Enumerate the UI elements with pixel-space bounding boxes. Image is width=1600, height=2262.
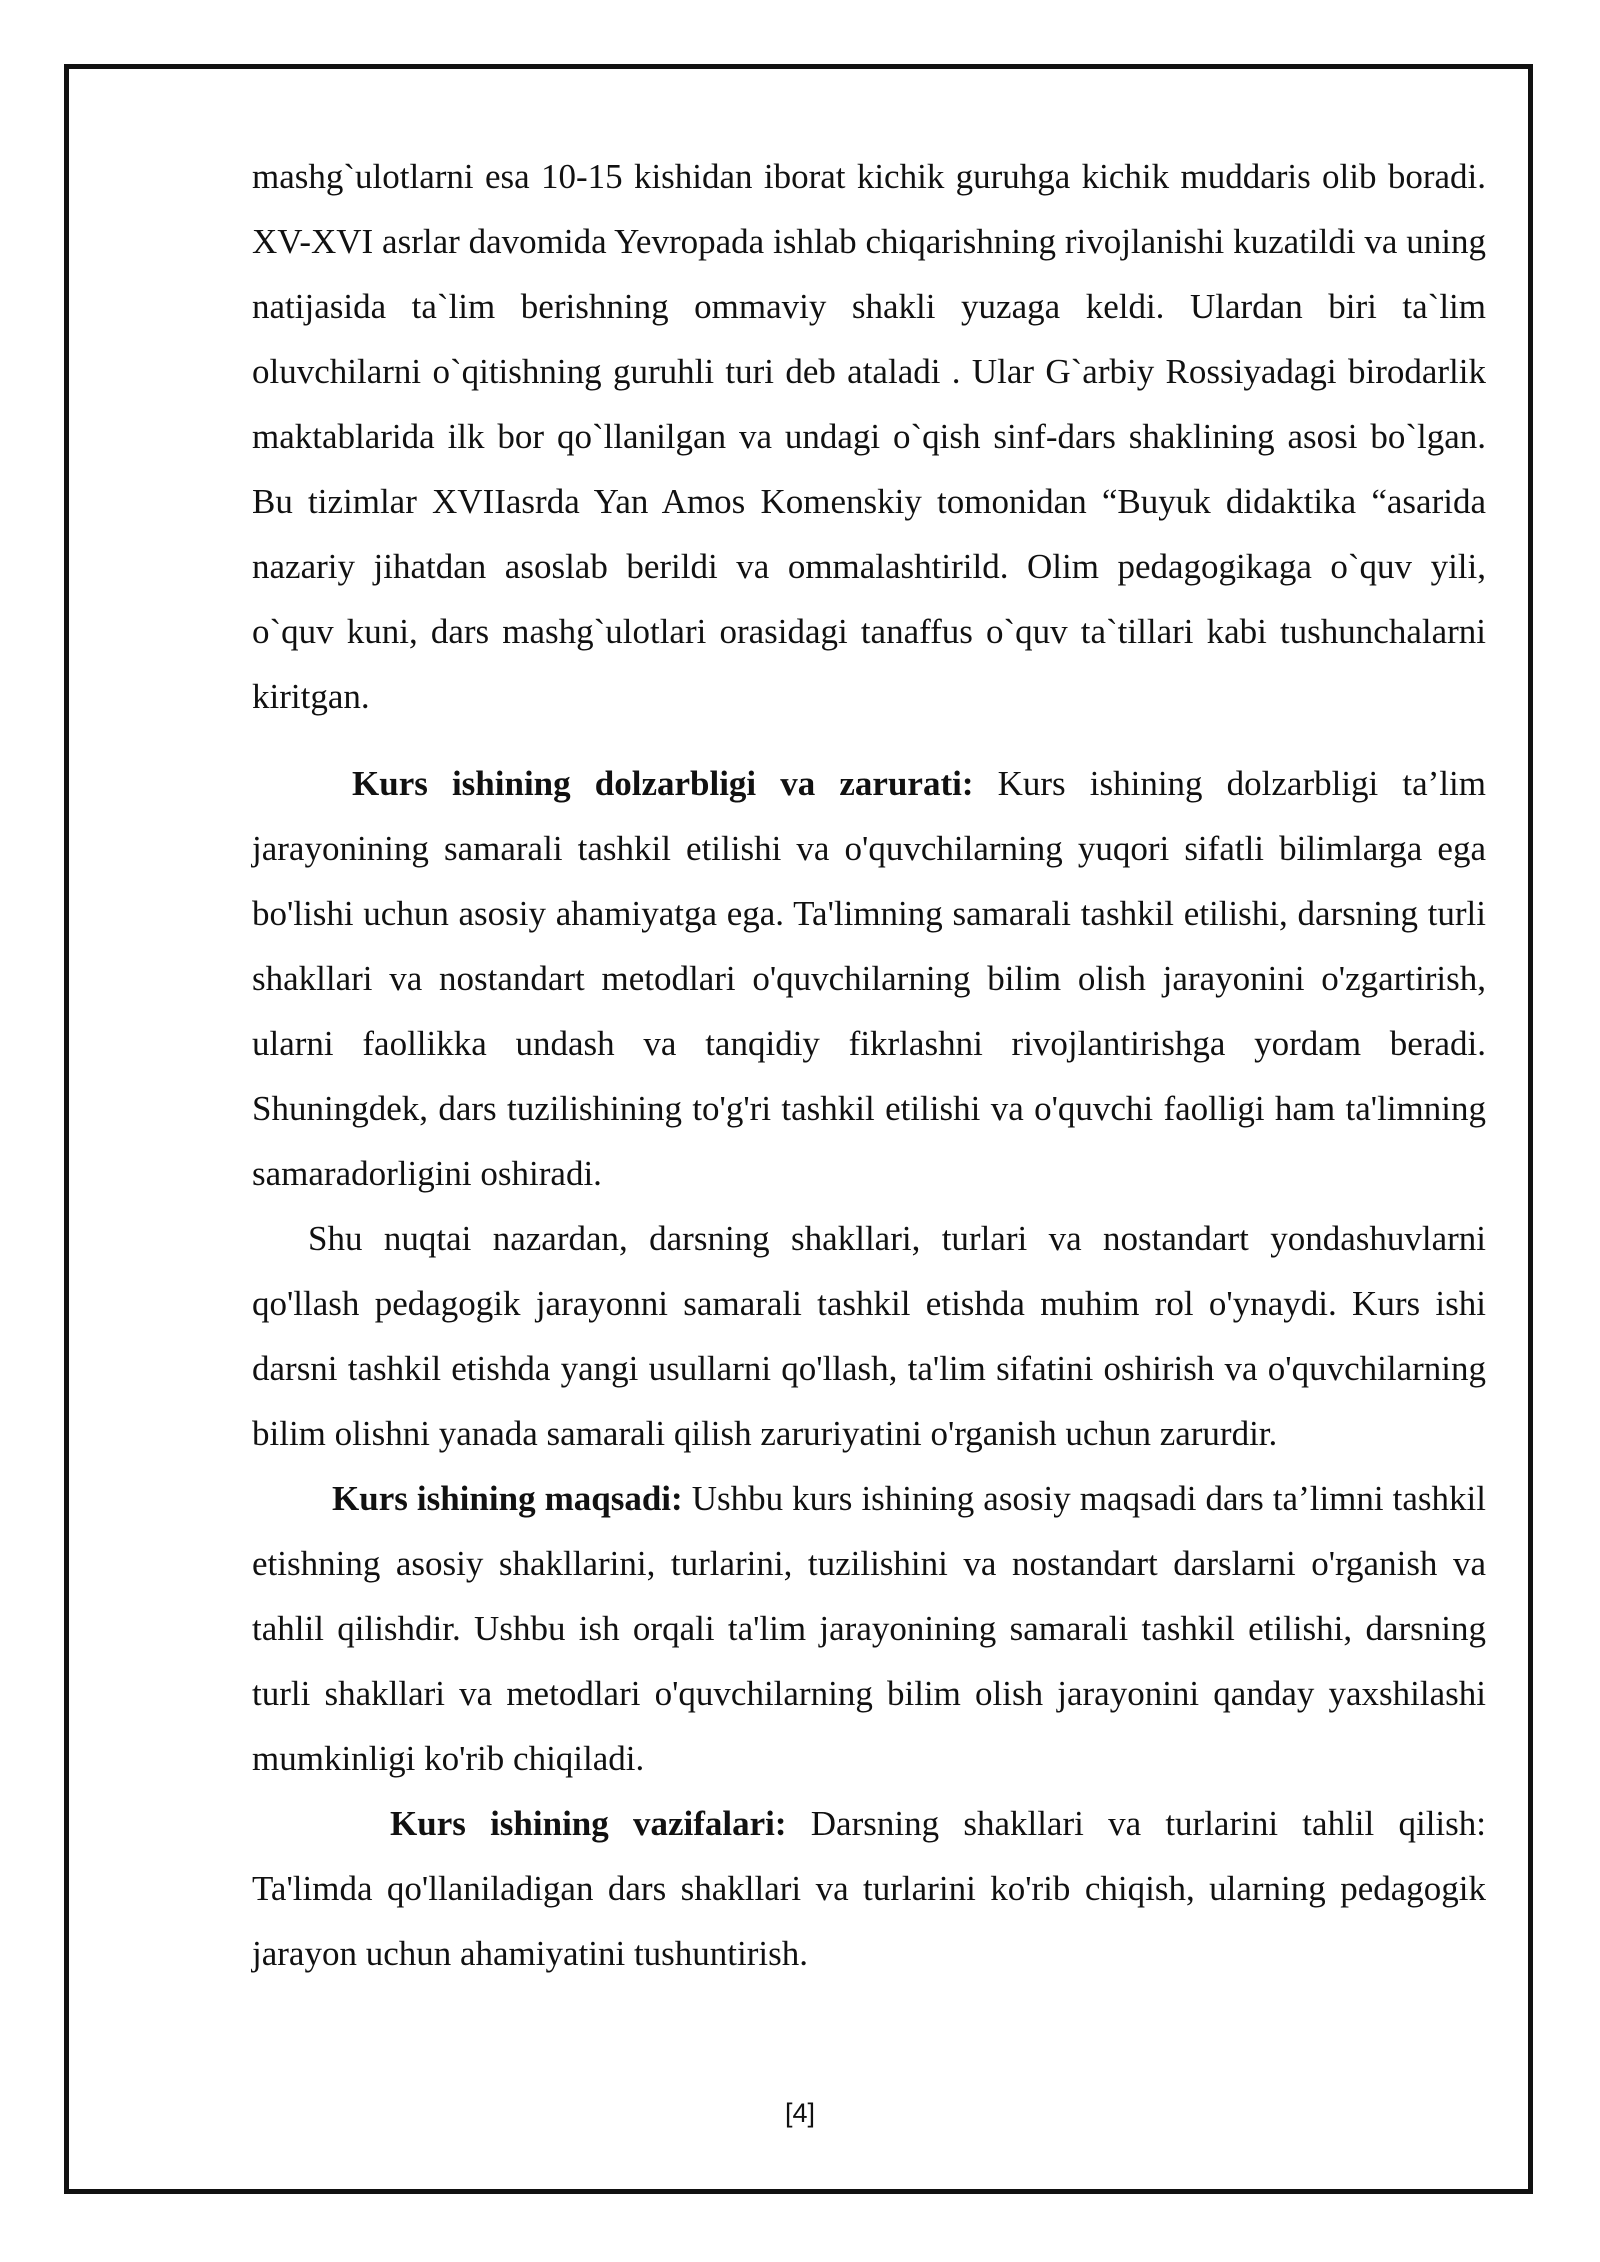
relevance-paragraph xyxy=(252,751,1486,1206)
goal-paragraph xyxy=(252,1466,1486,1791)
tasks-paragraph xyxy=(252,1791,1486,1986)
tasks-text: Darsning shakllari va turlarini tahlil qilish: Ta'limda qo'llaniladigan dars shakllari va turlarini ko'rib chiqish, ularning pedagogik jarayon uchun ahamiyatini tushuntirish. xyxy=(252,1804,1486,1973)
tasks-heading: Kurs ishining vazifalari: xyxy=(390,1804,787,1843)
relevance-text: Kurs ishining dolzarbligi ta’lim jarayonining samarali tashkil etilishi va o'quvchilarning yuqori sifatli bilimlarga ega bo'lishi uchun asosiy ahamiyatga ega. Ta'limning samarali tashkil etilishi, darsning turli shakllari va nostandart metodlari o'quvchilarning bilim olish jarayonini o'zgartirish, ularni faollikka undash va tanqidiy fikrlashni rivojlantirishga yordam beradi. Shuningdek, dars tuzilishining to'g'ri tashkil etilishi va o'quvchi faolligi ham ta'limning samaradorligini oshiradi. xyxy=(252,764,1486,1193)
page-number: [4] xyxy=(784,2098,816,2128)
relevance-heading: Kurs ishining dolzarbligi va zarurati: xyxy=(352,764,974,803)
goal-text: Ushbu kurs ishining asosiy maqsadi dars ta’limni tashkil etishning asosiy shakllarini, turlarini, tuzilishini va nostandart darslarni o'rganish va tahlil qilishdir. Ushbu ish orqali ta'lim jarayonining samarali tashkil etilishi, darsning turli shakllari va metodlari o'quvchilarning bilim olish jarayonini qanday yaxshilashi mumkinligi ko'rib chiqiladi. xyxy=(252,1479,1486,1778)
page-content xyxy=(252,144,1486,1986)
goal-heading: Kurs ishining maqsadi: xyxy=(332,1479,683,1518)
viewpoint-paragraph: Shu nuqtai nazardan, darsning shakllari, turlari va nostandart yondashuvlarni qo'llash pedagogik jarayonni samarali tashkil etishda muhim rol o'ynaydi. Kurs ishi darsni tashkil etishda yangi usullarni qo'llash, ta'lim sifatini oshirish va o'quvchilarning bilim olishni yanada samarali qilish zaruriyatini o'rganish uchun zarurdir. xyxy=(252,1219,1486,1453)
intro-paragraph: mashg`ulotlarni esa 10-15 kishidan iborat kichik guruhga kichik muddaris olib boradi. XV-XVI asrlar davomida Yevropada ishlab chiqarishning rivojlanishi kuzatildi va uning natijasida ta`lim berishning ommaviy shakli yuzaga keldi. Ulardan biri ta`lim oluvchilarni o`qitishning guruhli turi deb ataladi . Ular G`arbiy Rossiyadagi birodarlik maktablarida ilk bor qo`llanilgan va undagi o`qish sinf-dars shaklining asosi bo`lgan. Bu tizimlar XVIIasrda Yan Amos Komenskiy tomonidan “Buyuk didaktika “asarida nazariy jihatdan asoslab berildi va ommalashtirild. Olim pedagogikaga o`quv yili, o`quv kuni, dars mashg`ulotlari orasidagi tanaffus o`quv ta`tillari kabi tushunchalarni kiritgan. xyxy=(252,157,1486,716)
